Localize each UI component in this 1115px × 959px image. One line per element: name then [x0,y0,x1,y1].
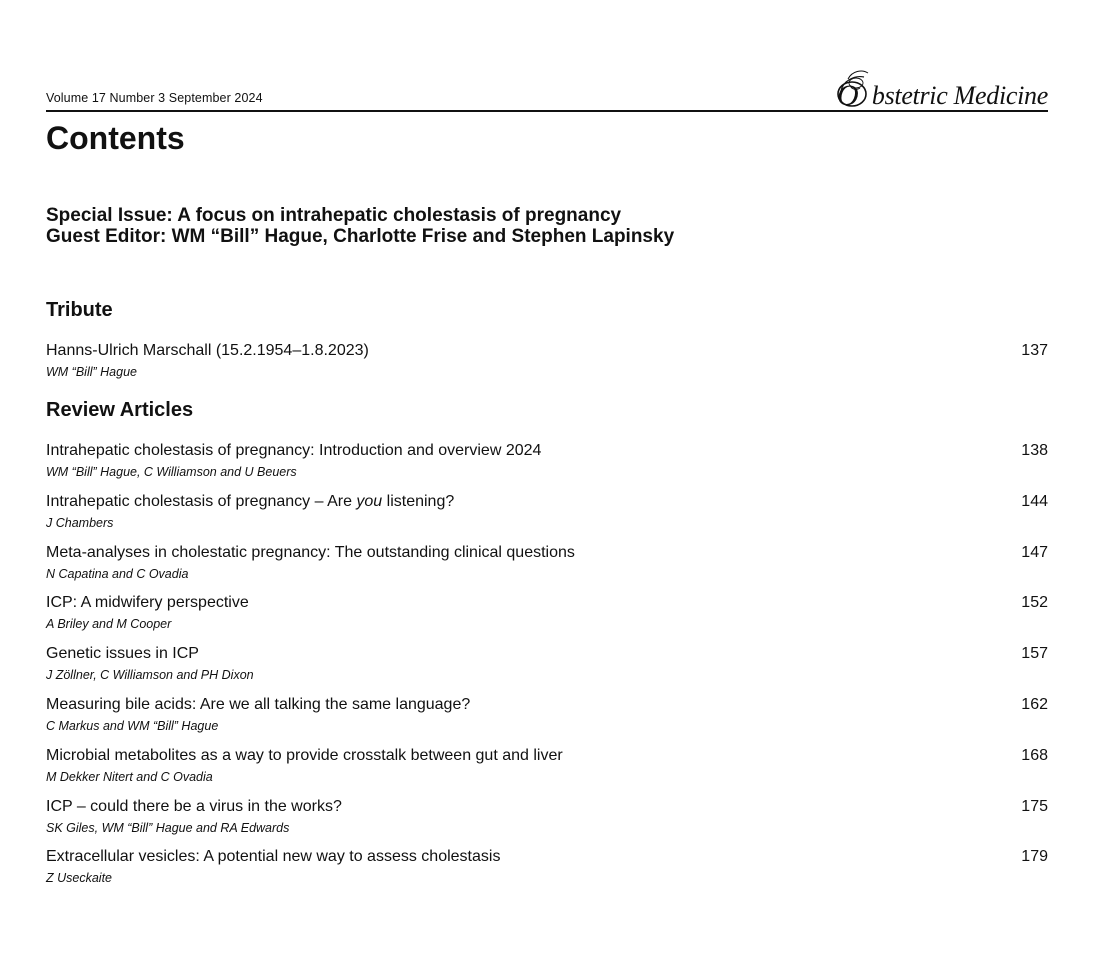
page-number: 162 [1021,695,1048,713]
page-number: 168 [1021,746,1048,764]
article-title[interactable]: Intrahepatic cholestasis of pregnancy: Introduction and overview 2024 [46,442,542,459]
toc-entry[interactable] [46,543,1048,594]
section-heading: Review Articles [46,399,194,421]
article-title[interactable]: Meta-analyses in cholestatic pregnancy: The outstanding clinical questions [46,543,575,561]
journal-name: bstetric Medicine [871,81,1048,110]
article-title[interactable]: Microbial metabolites as a way to provide crosstalk between gut and liver [46,746,563,764]
toc-entry[interactable] [46,797,1048,848]
article-title[interactable]: Intrahepatic cholestasis of pregnancy – Are you listening? [46,492,455,510]
page-number: 179 [1021,848,1048,866]
emphasis-text: you [356,492,383,510]
contents-page [46,0,1048,959]
toc-entry[interactable] [46,746,1048,797]
article-authors: A Briley and M Cooper [46,617,172,632]
article-authors: WM “Bill” Hague, C Williamson and U Beuers [46,465,297,479]
guest-editors: Guest Editor: WM “Bill” Hague, Charlotte Frise and Stephen Lapinsky [46,226,675,247]
section-review-articles [46,398,1048,898]
toc-entry[interactable] [46,441,1048,492]
article-title[interactable]: ICP: A midwifery perspective [46,594,249,612]
svg-text:O: O [836,79,859,109]
page-number: 144 [1021,492,1048,510]
journal-logo [834,65,1048,109]
volume-issue-line: Volume 17 Number 3 September 2024 [46,91,263,105]
article-authors: M Dekker Nitert and C Ovadia [46,769,213,784]
toc-entry[interactable] [46,695,1048,746]
article-authors: J Zöllner, C Williamson and PH Dixon [46,668,254,683]
special-issue-banner [46,205,674,247]
page-number: 152 [1021,594,1048,612]
toc-entry[interactable] [46,341,1048,392]
page-number: 137 [1021,342,1048,359]
page-number: 175 [1021,797,1048,815]
article-title[interactable]: Genetic issues in ICP [46,645,199,663]
article-authors: C Markus and WM “Bill” Hague [46,718,219,733]
page-number: 157 [1021,645,1048,663]
section-tribute [46,298,1048,392]
article-authors: J Chambers [46,515,114,530]
article-authors: WM “Bill” Hague [46,365,137,379]
article-title[interactable]: Measuring bile acids: Are we all talking the same language? [46,695,471,713]
special-issue-title: Special Issue: A focus on intrahepatic cholestasis of pregnancy [46,205,622,226]
page-number: 147 [1021,543,1048,561]
page-number: 138 [1021,442,1048,459]
masthead [46,64,1048,112]
article-authors: SK Giles, WM “Bill” Hague and RA Edwards [46,820,290,835]
toc-entry[interactable] [46,644,1048,695]
article-title[interactable]: ICP – could there be a virus in the works? [46,797,342,815]
toc-entry[interactable] [46,593,1048,644]
page-title: Contents [46,120,185,156]
article-authors: N Capatina and C Ovadia [46,566,189,581]
section-heading: Tribute [46,299,113,321]
article-title[interactable]: Hanns-Ulrich Marschall (15.2.1954–1.8.2023) [46,342,369,359]
article-title[interactable]: Extracellular vesicles: A potential new way to assess cholestasis [46,848,501,866]
toc-entry[interactable] [46,847,1048,898]
journal-logo-o-icon [834,67,874,109]
article-authors: Z Useckaite [46,871,112,886]
toc-entry[interactable] [46,492,1048,543]
